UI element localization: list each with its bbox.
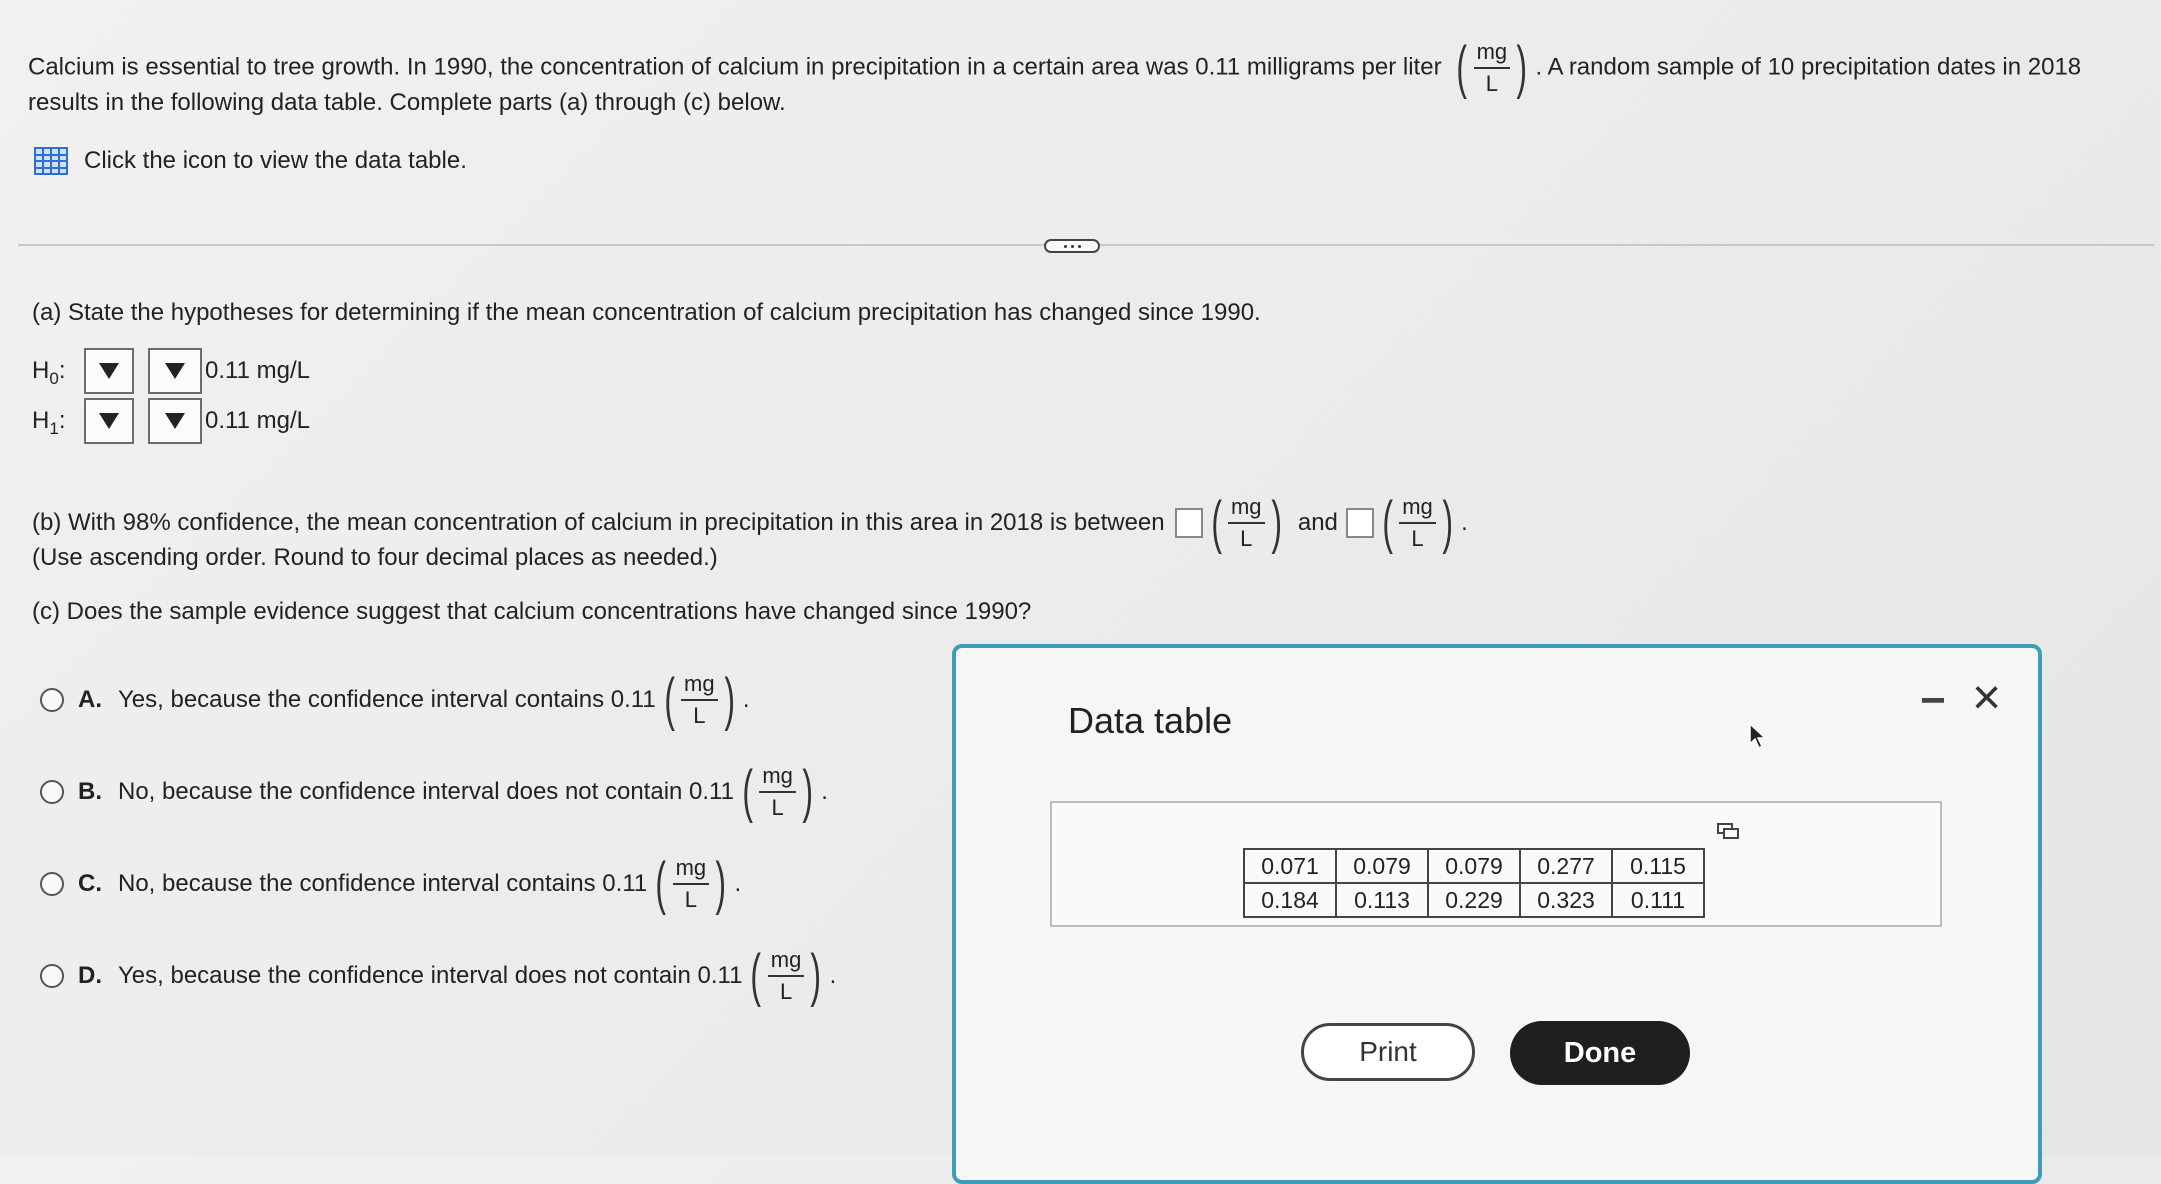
radio-button[interactable] — [40, 780, 64, 804]
h1-parameter-dropdown[interactable] — [84, 398, 134, 444]
h0-parameter-dropdown[interactable] — [84, 348, 134, 394]
table-row — [1244, 849, 1704, 883]
close-button[interactable]: × — [1972, 669, 2002, 725]
option-c[interactable]: C. No, because the confidence interval contains 0.11 ( $\frac{mg}{L}$ ) . — [40, 854, 741, 914]
minimize-button[interactable]: − — [1920, 676, 1946, 725]
intro-text-a: Calcium is essential to tree growth. In 1990, the concentration of calcium in precipitation in a certain area was 0.11 milligrams per liter — [28, 53, 1442, 81]
dialog-title: Data table — [1068, 700, 1233, 741]
part-b-note: (Use ascending order. Round to four decimal places as needed.) — [32, 544, 718, 571]
unit-fraction: ( $\frac{mg}{L}$ ) — [664, 667, 735, 732]
unit-fraction: ( $\frac{mg}{L}$ ) — [655, 851, 727, 916]
unit-fraction: ( $\frac{mg}{L}$ ) — [1456, 35, 1528, 100]
radio-button[interactable] — [40, 964, 64, 988]
part-c-prompt: (c) Does the sample evidence suggest that calcium concentrations have changed since 1990? — [32, 598, 1032, 625]
chevron-down-icon — [165, 363, 185, 379]
table-cell: 0.115 — [1612, 849, 1704, 883]
chevron-down-icon — [99, 363, 119, 379]
part-b-and: and — [1297, 509, 1338, 536]
table-cell: 0.071 — [1244, 849, 1336, 883]
table-cell: 0.079 — [1428, 849, 1520, 883]
part-b-prompt: (b) With 98% confidence, the mean concentration of calcium in precipitation in this area in 2018 is between — [32, 509, 1165, 536]
h1-relation-dropdown[interactable] — [148, 398, 202, 444]
table-cell: 0.184 — [1244, 883, 1336, 917]
h1-value: 0.11 mg/L — [205, 407, 310, 434]
h0-value: 0.11 mg/L — [205, 357, 310, 384]
table-cell: 0.079 — [1336, 849, 1428, 883]
print-button[interactable]: Print — [1301, 1023, 1475, 1081]
radio-button[interactable] — [40, 872, 64, 896]
done-button[interactable]: Done — [1510, 1021, 1690, 1085]
table-row — [1244, 883, 1704, 917]
h1-label: $H_1$: — [32, 407, 66, 438]
ci-lower-input[interactable] — [1175, 508, 1203, 538]
copy-icon[interactable] — [1716, 822, 1740, 840]
more-options-button[interactable] — [1044, 239, 1100, 253]
mouse-cursor-icon — [1748, 722, 1768, 750]
unit-fraction: ( $\frac{mg}{L}$ ) — [1210, 490, 1282, 555]
h0-label: $H_0$: — [32, 357, 66, 388]
part-b-line: (b) With 98% confidence, the mean concentration of calcium in precipitation in this area in 2018 is between ( $\frac{mg}{L}$ ) and ( $\frac{mg}{L}$ ) . — [32, 490, 1468, 555]
table-grid-icon[interactable] — [34, 147, 68, 175]
intro-line-2: results in the following data table. Complete parts (a) through (c) below. — [28, 89, 786, 116]
data-table-link-text[interactable]: Click the icon to view the data table. — [84, 147, 467, 174]
table-cell: 0.113 — [1336, 883, 1428, 917]
option-b[interactable]: B. No, because the confidence interval does not contain 0.11 ( $\frac{mg}{L}$ ) . — [40, 762, 828, 822]
option-a[interactable]: A. Yes, because the confidence interval contains 0.11 ( $\frac{mg}{L}$ ) . — [40, 670, 750, 730]
table-cell: 0.277 — [1520, 849, 1612, 883]
unit-fraction: ( $\frac{mg}{L}$ ) — [1382, 490, 1453, 555]
intro-text-b: . A random sample of 10 precipitation dates in 2018 — [1535, 53, 2082, 81]
table-cell: 0.323 — [1520, 883, 1612, 917]
option-d[interactable]: D. Yes, because the confidence interval does not contain 0.11 ( $\frac{mg}{L}$ ) . — [40, 946, 836, 1006]
h0-relation-dropdown[interactable] — [148, 348, 202, 394]
table-cell: 0.111 — [1612, 883, 1704, 917]
part-a-prompt: (a) State the hypotheses for determining if the mean concentration of calcium precipitation has changed since 1990. — [32, 299, 1261, 326]
data-table-link[interactable] — [34, 146, 467, 176]
unit-fraction: ( $\frac{mg}{L}$ ) — [750, 943, 822, 1008]
ci-upper-input[interactable] — [1346, 508, 1374, 538]
table-cell: 0.229 — [1428, 883, 1520, 917]
chevron-down-icon — [165, 413, 185, 429]
chevron-down-icon — [99, 413, 119, 429]
radio-button[interactable] — [40, 688, 64, 712]
data-table — [1243, 848, 1705, 918]
unit-fraction: ( $\frac{mg}{L}$ ) — [742, 759, 813, 824]
